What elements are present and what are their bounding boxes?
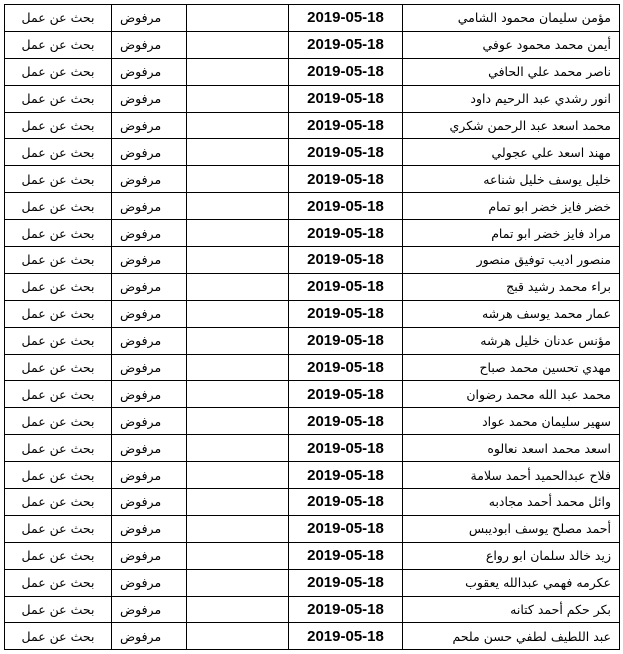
cell-name: انور رشدي عبد الرحيم داود <box>403 85 620 112</box>
cell-status: بحث عن عمل <box>5 247 112 274</box>
cell-status: بحث عن عمل <box>5 193 112 220</box>
cell-date: 2019-05-18 <box>289 408 403 435</box>
table-row <box>5 515 620 542</box>
cell-name: مهند اسعد علي عجولي <box>403 139 620 166</box>
cell-empty <box>187 408 289 435</box>
cell-decision: مرفوض <box>112 31 187 58</box>
cell-date: 2019-05-18 <box>289 166 403 193</box>
cell-status: بحث عن عمل <box>5 300 112 327</box>
table-row <box>5 354 620 381</box>
cell-status: بحث عن عمل <box>5 435 112 462</box>
cell-name: فلاح عبدالحميد أحمد سلامة <box>403 462 620 489</box>
cell-date: 2019-05-18 <box>289 193 403 220</box>
cell-empty <box>187 5 289 32</box>
cell-name: بكر حكم أحمد كتانه <box>403 596 620 623</box>
cell-empty <box>187 166 289 193</box>
cell-name: براء محمد رشيد قبج <box>403 273 620 300</box>
cell-name: أيمن محمد محمود عوفي <box>403 31 620 58</box>
cell-status: بحث عن عمل <box>5 542 112 569</box>
cell-name: خضر فايز خضر ابو تمام <box>403 193 620 220</box>
cell-status: بحث عن عمل <box>5 112 112 139</box>
cell-date: 2019-05-18 <box>289 462 403 489</box>
cell-name: وائل محمد أحمد مجادبه <box>403 489 620 516</box>
cell-decision: مرفوض <box>112 58 187 85</box>
cell-status: بحث عن عمل <box>5 515 112 542</box>
table-row <box>5 381 620 408</box>
cell-status: بحث عن عمل <box>5 139 112 166</box>
cell-name: مهدي تحسين محمد صباح <box>403 354 620 381</box>
cell-empty <box>187 273 289 300</box>
cell-decision: مرفوض <box>112 112 187 139</box>
cell-name: مؤنس عدنان خليل هرشه <box>403 327 620 354</box>
cell-name: خليل يوسف خليل شناعه <box>403 166 620 193</box>
cell-date: 2019-05-18 <box>289 515 403 542</box>
cell-empty <box>187 623 289 650</box>
cell-empty <box>187 569 289 596</box>
cell-empty <box>187 58 289 85</box>
cell-decision: مرفوض <box>112 515 187 542</box>
table-row <box>5 166 620 193</box>
table-row <box>5 542 620 569</box>
cell-decision: مرفوض <box>112 300 187 327</box>
cell-status: بحث عن عمل <box>5 31 112 58</box>
cell-empty <box>187 220 289 247</box>
table-row <box>5 569 620 596</box>
cell-date: 2019-05-18 <box>289 273 403 300</box>
cell-name: مؤمن سليمان محمود الشامي <box>403 5 620 32</box>
cell-date: 2019-05-18 <box>289 542 403 569</box>
cell-empty <box>187 247 289 274</box>
cell-date: 2019-05-18 <box>289 623 403 650</box>
cell-status: بحث عن عمل <box>5 354 112 381</box>
table-row <box>5 58 620 85</box>
table-row <box>5 300 620 327</box>
table-row <box>5 112 620 139</box>
cell-date: 2019-05-18 <box>289 58 403 85</box>
cell-date: 2019-05-18 <box>289 381 403 408</box>
cell-decision: مرفوض <box>112 462 187 489</box>
cell-name: اسعد محمد اسعد نعالوه <box>403 435 620 462</box>
cell-name: عمار محمد يوسف هرشه <box>403 300 620 327</box>
cell-decision: مرفوض <box>112 435 187 462</box>
cell-name: عبد اللطيف لطفي حسن ملحم <box>403 623 620 650</box>
cell-empty <box>187 354 289 381</box>
table-row <box>5 273 620 300</box>
cell-empty <box>187 542 289 569</box>
cell-decision: مرفوض <box>112 354 187 381</box>
cell-decision: مرفوض <box>112 569 187 596</box>
cell-date: 2019-05-18 <box>289 139 403 166</box>
table-row <box>5 193 620 220</box>
cell-decision: مرفوض <box>112 166 187 193</box>
cell-decision: مرفوض <box>112 193 187 220</box>
cell-date: 2019-05-18 <box>289 112 403 139</box>
cell-status: بحث عن عمل <box>5 569 112 596</box>
cell-date: 2019-05-18 <box>289 247 403 274</box>
cell-date: 2019-05-18 <box>289 220 403 247</box>
table-row <box>5 327 620 354</box>
cell-status: بحث عن عمل <box>5 462 112 489</box>
cell-empty <box>187 85 289 112</box>
cell-decision: مرفوض <box>112 139 187 166</box>
table-row <box>5 85 620 112</box>
cell-decision: مرفوض <box>112 85 187 112</box>
table-row <box>5 247 620 274</box>
cell-decision: مرفوض <box>112 220 187 247</box>
cell-empty <box>187 327 289 354</box>
cell-date: 2019-05-18 <box>289 489 403 516</box>
cell-decision: مرفوض <box>112 408 187 435</box>
cell-name: ناصر محمد علي الحافي <box>403 58 620 85</box>
cell-empty <box>187 139 289 166</box>
cell-status: بحث عن عمل <box>5 58 112 85</box>
cell-empty <box>187 112 289 139</box>
cell-decision: مرفوض <box>112 327 187 354</box>
table-row <box>5 435 620 462</box>
cell-empty <box>187 489 289 516</box>
cell-date: 2019-05-18 <box>289 300 403 327</box>
cell-date: 2019-05-18 <box>289 354 403 381</box>
table-row <box>5 596 620 623</box>
applicants-table-body <box>5 5 620 650</box>
table-row <box>5 31 620 58</box>
cell-status: بحث عن عمل <box>5 596 112 623</box>
cell-name: أحمد مصلح يوسف ابوديبس <box>403 515 620 542</box>
cell-decision: مرفوض <box>112 381 187 408</box>
cell-name: محمد اسعد عبد الرحمن شكري <box>403 112 620 139</box>
cell-decision: مرفوض <box>112 5 187 32</box>
cell-empty <box>187 596 289 623</box>
cell-name: محمد عبد الله محمد رضوان <box>403 381 620 408</box>
cell-decision: مرفوض <box>112 273 187 300</box>
cell-status: بحث عن عمل <box>5 381 112 408</box>
cell-date: 2019-05-18 <box>289 435 403 462</box>
table-row <box>5 139 620 166</box>
cell-status: بحث عن عمل <box>5 220 112 247</box>
cell-status: بحث عن عمل <box>5 166 112 193</box>
cell-name: منصور اديب توفيق منصور <box>403 247 620 274</box>
cell-name: زيد خالد سلمان ابو رواع <box>403 542 620 569</box>
cell-status: بحث عن عمل <box>5 273 112 300</box>
cell-name: سهير سليمان محمد عواد <box>403 408 620 435</box>
cell-date: 2019-05-18 <box>289 569 403 596</box>
cell-empty <box>187 515 289 542</box>
cell-empty <box>187 31 289 58</box>
cell-empty <box>187 462 289 489</box>
applicants-sheet <box>4 4 619 650</box>
cell-date: 2019-05-18 <box>289 31 403 58</box>
cell-empty <box>187 381 289 408</box>
cell-status: بحث عن عمل <box>5 5 112 32</box>
cell-status: بحث عن عمل <box>5 623 112 650</box>
cell-decision: مرفوض <box>112 247 187 274</box>
cell-decision: مرفوض <box>112 596 187 623</box>
table-row <box>5 5 620 32</box>
cell-date: 2019-05-18 <box>289 327 403 354</box>
table-row <box>5 489 620 516</box>
cell-name: عكرمه فهمي عبدالله يعقوب <box>403 569 620 596</box>
table-row <box>5 220 620 247</box>
cell-decision: مرفوض <box>112 542 187 569</box>
cell-status: بحث عن عمل <box>5 489 112 516</box>
cell-empty <box>187 300 289 327</box>
cell-status: بحث عن عمل <box>5 408 112 435</box>
cell-status: بحث عن عمل <box>5 327 112 354</box>
cell-date: 2019-05-18 <box>289 596 403 623</box>
table-row <box>5 408 620 435</box>
cell-date: 2019-05-18 <box>289 85 403 112</box>
applicants-table <box>4 4 620 650</box>
table-row <box>5 623 620 650</box>
cell-date: 2019-05-18 <box>289 5 403 32</box>
cell-decision: مرفوض <box>112 623 187 650</box>
table-row <box>5 462 620 489</box>
cell-empty <box>187 193 289 220</box>
cell-name: مراد فايز خضر ابو تمام <box>403 220 620 247</box>
cell-decision: مرفوض <box>112 489 187 516</box>
cell-status: بحث عن عمل <box>5 85 112 112</box>
cell-empty <box>187 435 289 462</box>
